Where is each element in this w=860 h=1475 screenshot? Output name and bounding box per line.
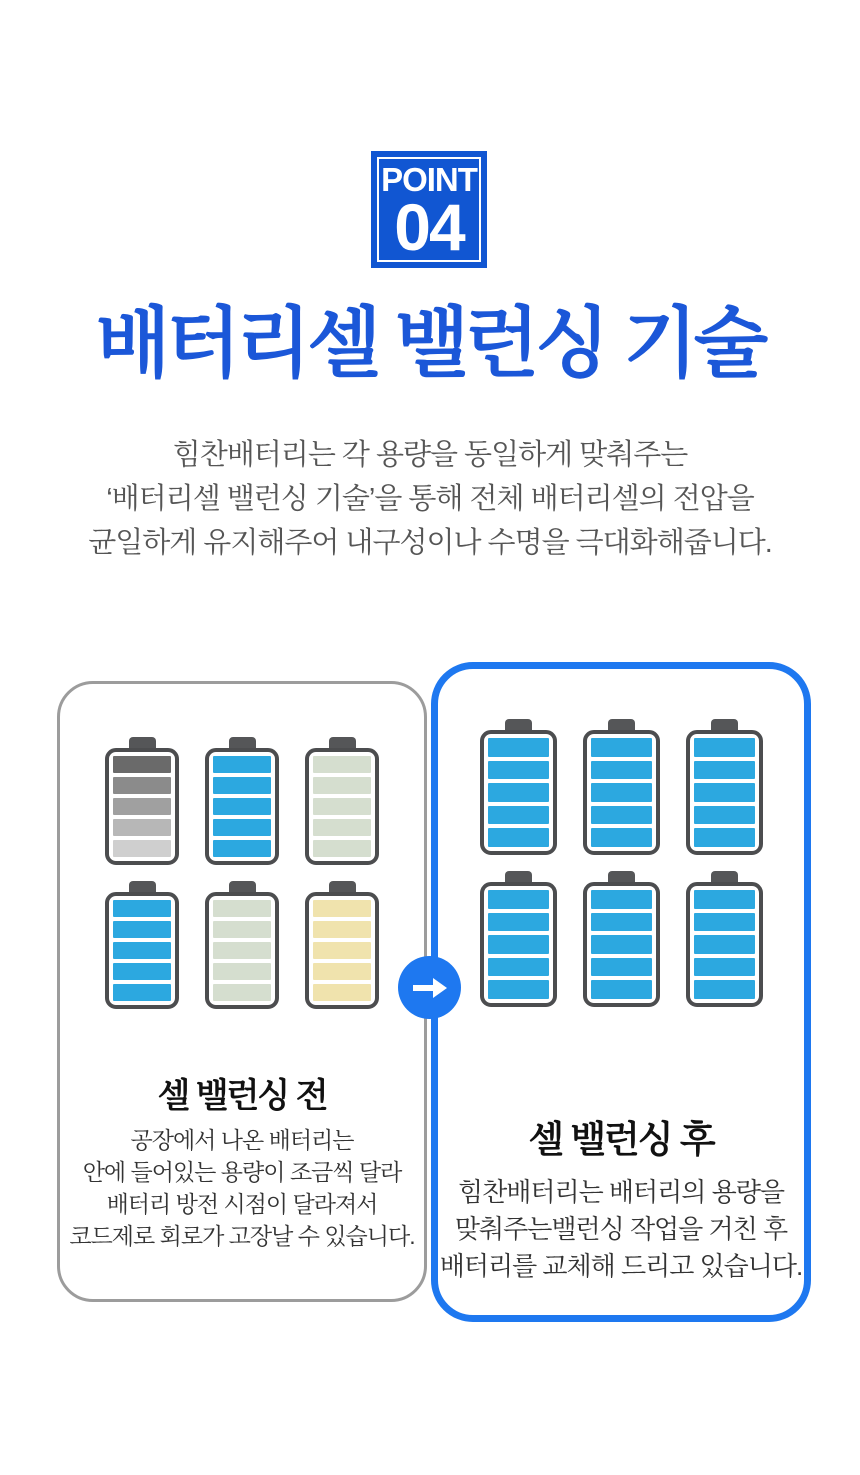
panel-before-heading: 셀 밸런싱 전	[157, 1077, 327, 1115]
battery-charge-bar	[213, 840, 271, 857]
battery-terminal	[711, 871, 738, 882]
battery-icon	[480, 871, 557, 1007]
battery-icon	[583, 871, 660, 1007]
intro-line: 힘찬배터리는 각 용량을 동일하게 맞춰주는	[172, 439, 688, 471]
battery-charge-bar	[213, 900, 271, 917]
intro-line: ‘배터리셀 밸런싱 기술’을 통해 전체 배터리셀의 전압을	[106, 483, 754, 515]
battery-body	[205, 892, 279, 1009]
battery-charge-bar	[313, 942, 371, 959]
battery-terminal	[229, 881, 256, 892]
panel-after-body-line: 맞춰주는밸런싱 작업을 거친 후	[454, 1214, 788, 1244]
battery-charge-bar	[694, 980, 755, 999]
battery-icon	[105, 737, 179, 865]
battery-charge-bar	[488, 935, 549, 954]
point-badge-number: 04	[394, 189, 464, 264]
battery-charge-bar	[213, 777, 271, 794]
battery-charge-bar	[213, 756, 271, 773]
battery-terminal	[129, 737, 156, 748]
battery-charge-bar	[591, 890, 652, 909]
battery-charge-bar	[313, 900, 371, 917]
panel-after-body-line: 배터리를 교체해 드리고 있습니다.	[439, 1251, 803, 1281]
battery-charge-bar	[213, 819, 271, 836]
battery-body	[686, 882, 763, 1007]
battery-body	[305, 892, 379, 1009]
battery-body	[205, 748, 279, 865]
battery-charge-bar	[313, 921, 371, 938]
battery-charge-bar	[694, 935, 755, 954]
panel-after-body-line: 힘찬배터리는 배터리의 용량을	[458, 1177, 784, 1207]
battery-charge-bar	[591, 738, 652, 757]
battery-charge-bar	[213, 963, 271, 980]
battery-icon	[105, 881, 179, 1009]
battery-icon	[205, 737, 279, 865]
battery-charge-bar	[591, 913, 652, 932]
battery-charge-bar	[113, 984, 171, 1001]
battery-charge-bar	[488, 980, 549, 999]
battery-terminal	[711, 719, 738, 730]
battery-charge-bar	[694, 890, 755, 909]
battery-charge-bar	[113, 840, 171, 857]
battery-charge-bar	[113, 942, 171, 959]
battery-charge-bar	[313, 984, 371, 1001]
panel-before-body-line: 배터리 방전 시점이 달라져서	[106, 1191, 378, 1217]
battery-body	[305, 748, 379, 865]
battery-charge-bar	[488, 738, 549, 757]
battery-icon	[480, 719, 557, 855]
battery-charge-bar	[694, 806, 755, 825]
battery-charge-bar	[313, 777, 371, 794]
battery-icon	[686, 719, 763, 855]
battery-charge-bar	[213, 921, 271, 938]
panel-after-heading: 셀 밸런싱 후	[528, 1119, 714, 1160]
battery-terminal	[229, 737, 256, 748]
point-badge	[371, 151, 487, 268]
battery-charge-bar	[694, 828, 755, 847]
battery-body	[480, 882, 557, 1007]
battery-charge-bar	[694, 783, 755, 802]
battery-terminal	[608, 871, 635, 882]
point-badge-frame	[377, 157, 481, 262]
battery-icon	[686, 871, 763, 1007]
battery-charge-bar	[488, 890, 549, 909]
battery-charge-bar	[488, 958, 549, 977]
panel-after-body	[438, 1174, 804, 1285]
battery-charge-bar	[313, 819, 371, 836]
battery-charge-bar	[694, 913, 755, 932]
battery-grid-before	[60, 737, 424, 1009]
battery-charge-bar	[488, 761, 549, 780]
battery-charge-bar	[313, 963, 371, 980]
battery-terminal	[608, 719, 635, 730]
arrow-right-icon	[413, 976, 447, 1000]
battery-charge-bar	[591, 828, 652, 847]
panel-after-balancing	[431, 662, 811, 1322]
battery-charge-bar	[313, 756, 371, 773]
battery-charge-bar	[591, 761, 652, 780]
panel-before-body-line: 안에 들어있는 용량이 조금씩 달라	[82, 1159, 402, 1185]
battery-icon	[583, 719, 660, 855]
battery-charge-bar	[113, 777, 171, 794]
battery-charge-bar	[694, 738, 755, 757]
battery-charge-bar	[591, 783, 652, 802]
battery-charge-bar	[213, 984, 271, 1001]
battery-charge-bar	[313, 840, 371, 857]
battery-terminal	[329, 737, 356, 748]
battery-charge-bar	[113, 963, 171, 980]
battery-charge-bar	[213, 942, 271, 959]
battery-charge-bar	[113, 921, 171, 938]
battery-charge-bar	[591, 935, 652, 954]
battery-terminal	[505, 719, 532, 730]
battery-body	[583, 730, 660, 855]
battery-body	[480, 730, 557, 855]
panel-before-body	[60, 1124, 424, 1252]
battery-icon	[205, 881, 279, 1009]
battery-charge-bar	[591, 806, 652, 825]
battery-icon	[305, 737, 379, 865]
battery-charge-bar	[488, 783, 549, 802]
battery-body	[583, 882, 660, 1007]
battery-charge-bar	[213, 798, 271, 815]
battery-grid-after	[438, 719, 804, 1007]
battery-body	[105, 892, 179, 1009]
battery-charge-bar	[113, 798, 171, 815]
intro-text	[0, 433, 860, 565]
battery-charge-bar	[694, 958, 755, 977]
battery-charge-bar	[488, 806, 549, 825]
battery-terminal	[329, 881, 356, 892]
point-badge-label: POINT	[381, 160, 477, 198]
battery-charge-bar	[113, 819, 171, 836]
battery-charge-bar	[313, 798, 371, 815]
panel-before-body-line: 공장에서 나온 배터리는	[130, 1127, 354, 1153]
battery-charge-bar	[694, 761, 755, 780]
battery-charge-bar	[591, 958, 652, 977]
transition-arrow	[398, 956, 461, 1019]
battery-charge-bar	[488, 828, 549, 847]
battery-icon	[305, 881, 379, 1009]
page-title: 배터리셀 밸런싱 기술	[95, 301, 765, 387]
battery-charge-bar	[113, 756, 171, 773]
panel-before-balancing	[57, 681, 427, 1302]
panel-before-body-line: 코드제로 회로가 고장날 수 있습니다.	[69, 1223, 415, 1249]
battery-body	[105, 748, 179, 865]
battery-charge-bar	[113, 900, 171, 917]
battery-charge-bar	[591, 980, 652, 999]
intro-line: 균일하게 유지해주어 내구성이나 수명을 극대화해줍니다.	[88, 527, 772, 559]
battery-charge-bar	[488, 913, 549, 932]
battery-terminal	[129, 881, 156, 892]
battery-body	[686, 730, 763, 855]
battery-terminal	[505, 871, 532, 882]
